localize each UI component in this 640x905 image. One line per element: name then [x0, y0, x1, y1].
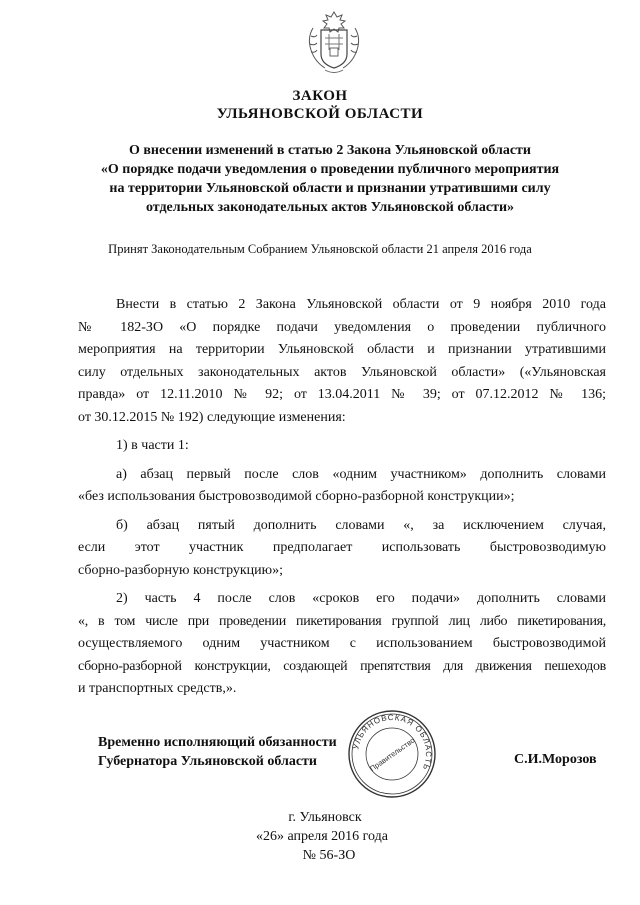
- item-b-paragraph: [78, 515, 606, 583]
- body-line: правда» от 12.11.2010 № 92; от 13.04.2011 № 39; от 07.12.2012 № 136;: [78, 387, 606, 402]
- body-line: «, в том числе при проведении пикетирования группой лиц либо пикетирования,: [78, 613, 606, 629]
- law-subject: [60, 141, 600, 217]
- law-heading: [0, 87, 640, 123]
- body-line: мероприятия на территории Ульяновской области и признании утратившими: [78, 342, 606, 357]
- body-line: и транспортных средств,».: [78, 681, 237, 696]
- body-line: Внести в статью 2 Закона Ульяновской области от 9 ноября 2010 года: [116, 297, 606, 312]
- signature-block: [98, 733, 337, 771]
- subject-line: О внесении изменений в статью 2 Закона Ульяновской области: [128, 143, 531, 158]
- document-footer: [0, 808, 640, 865]
- sign-date: «26» апреля 2016 года: [256, 829, 388, 844]
- signer-title-line2: Губернатора Ульяновской области: [98, 754, 317, 769]
- body-line: сборно-разборную конструкцию»;: [78, 562, 284, 578]
- city: г. Ульяновск: [288, 810, 362, 825]
- part2-paragraph: [78, 588, 606, 701]
- body-line: силу отдельных законодательных актов Ульяновской области» («Ульяновская: [78, 364, 606, 380]
- law-number: № 56-ЗО: [302, 848, 356, 863]
- law-body: [78, 294, 606, 707]
- body-line: «без использования быстровозводимой сборно-разборной конструкции»;: [78, 489, 515, 504]
- body-line: осуществляемого одним участником с использованием быстровозводимой: [78, 636, 606, 651]
- subject-line: «О порядке подачи уведомления о проведении публичного мероприятия: [100, 162, 560, 177]
- coat-of-arms-icon: [303, 8, 365, 78]
- subject-line: на территории Ульяновской области и признании утратившими силу: [109, 181, 551, 196]
- body-line: № 182-ЗО «О порядке подачи уведомления о проведении публичного: [78, 319, 606, 335]
- part1-title: [98, 435, 606, 458]
- body-line: 2) часть 4 после слов «сроков его подачи» дополнить словами: [116, 591, 606, 606]
- intro-paragraph: [78, 294, 606, 429]
- signer-title-line1: Временно исполняющий обязанности: [98, 735, 337, 750]
- seal-ring-text: УЛЬЯНОВСКАЯ ОБЛАСТЬ: [351, 712, 434, 772]
- body-line: б) абзац пятый дополнить словами «, за исключением случая,: [116, 517, 606, 533]
- seal-center-text: Правительство: [368, 735, 417, 774]
- item-a-paragraph: [78, 464, 606, 509]
- law-label: ЗАКОН: [292, 88, 348, 104]
- body-line: 1) в части 1:: [116, 438, 189, 453]
- subject-line: отдельных законодательных актов Ульяновской области»: [145, 200, 515, 215]
- adoption-note: Принят Законодательным Собранием Ульяновской области 21 апреля 2016 года: [108, 242, 532, 256]
- body-line: сборно-разборной конструкции, создающей препятствия для движения пешеходов: [78, 658, 606, 674]
- body-line: если этот участник предполагает использовать быстровозводимую: [78, 540, 606, 555]
- signer-name: С.И.Морозов: [514, 752, 597, 767]
- official-seal: [346, 708, 438, 800]
- body-line: от 30.12.2015 № 192) следующие изменения:: [78, 409, 346, 425]
- body-line: а) абзац первый после слов «одним участником» дополнить словами: [116, 466, 606, 482]
- region-label: УЛЬЯНОВСКОЙ ОБЛАСТИ: [216, 106, 424, 122]
